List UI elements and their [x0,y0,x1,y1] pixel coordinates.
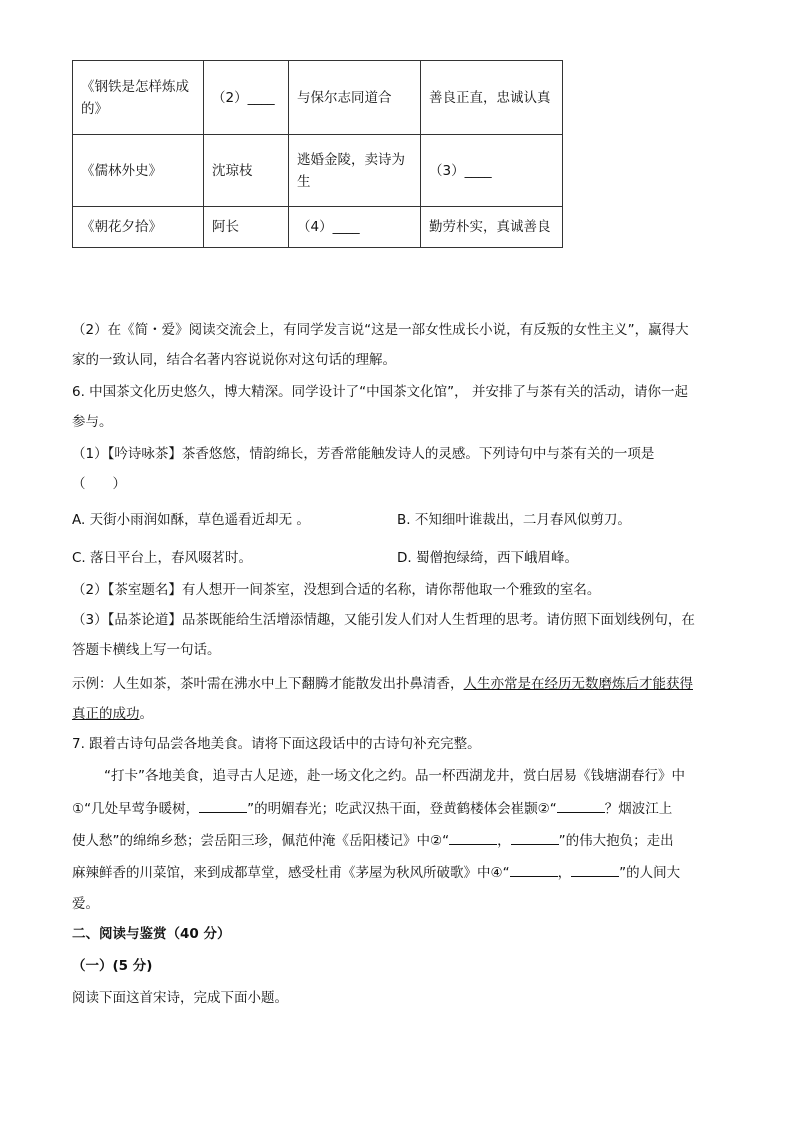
table-cell: 《朝花夕拾》 [73,207,204,248]
question-7-paragraph-3 [72,830,674,851]
example-underlined: 人生亦常是在经历无数磨炼后才能获得 [463,676,693,692]
text-segment: ？烟波江上 [604,801,673,817]
section-2-subtitle: （一）(5 分) [72,958,153,974]
table-cell: （3）____ [421,135,563,207]
example-line-2 [72,704,153,724]
text-segment: ”的人间大 [619,865,681,881]
question-7-paragraph-5: 爱。 [72,896,99,912]
table-cell: （2）____ [204,61,289,135]
answer-blank[interactable] [571,862,619,877]
question-6-1-line-2: （ ） [72,476,126,492]
question-6-3-line-2: 答题卡横线上写一句话。 [72,642,221,658]
option-b: B. 不知细叶谁裁出，二月春风似剪刀。 [397,512,631,528]
table-cell: 与保尔志同道合 [289,61,421,135]
example-underlined: 真正的成功 [72,706,140,722]
text-segment: ”的明媚春光；吃武汉热干面，登黄鹤楼体会崔颢②“ [247,801,557,817]
example-line-1 [72,674,693,694]
answer-blank[interactable] [511,830,559,845]
table-cell: 沈琼枝 [204,135,289,207]
option-d: D. 蜀僧抱绿绮，西下峨眉峰。 [397,550,578,566]
table-cell: 阿长 [204,207,289,248]
question-6-intro-2: 参与。 [72,414,113,430]
table-cell: 《儒林外史》 [73,135,204,207]
question-7-paragraph-2 [72,798,672,819]
question-7-paragraph-1: “打卡”各地美食，追寻古人足迹，赴一场文化之约。品一杯西湖龙井，赏白居易《钱塘湖春行》中 [104,768,685,784]
question-6-3-line-1: （3）【品茶论道】品茶既能给生活增添情趣，又能引发人们对人生哲理的思考。请仿照下面划线例句，在 [72,612,695,628]
example-end: 。 [139,706,153,722]
table-row [73,61,563,135]
text-segment: 使人愁”的绵绵乡愁；尝岳阳三珍，佩范仲淹《岳阳楼记》中②“ [72,833,450,849]
table-cell: 《钢铁是怎样炼成的》 [73,61,204,135]
section-2-instruction: 阅读下面这首宋诗，完成下面小题。 [72,990,288,1006]
text-segment: ， [497,833,511,849]
answer-blank[interactable] [557,798,605,813]
answer-blank[interactable] [510,862,558,877]
question-5-2-line-1: （2）在《简・爱》阅读交流会上，有同学发言说“这是一部女性成长小说，有反叛的女性主义”，赢得大 [72,322,689,338]
question-5-2-line-2: 家的一致认同，结合名著内容说说你对这句话的理解。 [72,352,396,368]
table-row [73,135,563,207]
table-cell: （4）____ [289,207,421,248]
section-2-title: 二、阅读与鉴赏（40 分） [72,926,231,942]
question-7-paragraph-4 [72,862,680,883]
answer-blank[interactable] [449,830,497,845]
table-cell: 善良正直，忠诚认真 [421,61,563,135]
question-6-intro-1: 6. 中国茶文化历史悠久，博大精深。同学设计了“中国茶文化馆”， 并安排了与茶有关的活动，请你一起 [72,384,688,400]
option-c: C. 落日平台上，春风啜茗时。 [72,550,253,566]
novel-character-table [72,60,563,248]
table-cell: 勤劳朴实，真诚善良 [421,207,563,248]
text-segment: ①“几处早莺争暖树， [72,801,200,817]
option-a: A. 天街小雨润如酥，草色遥看近却无 。 [72,512,310,528]
question-6-1-line-1: （1）【吟诗咏茶】茶香悠悠，情韵绵长，芳香常能触发诗人的灵感。下列诗句中与茶有关的一项是 [72,446,655,462]
table-cell: 逃婚金陵，卖诗为生 [289,135,421,207]
question-6-2: （2）【茶室题名】有人想开一间茶室，没想到合适的名称，请你帮他取一个雅致的室名。 [72,582,601,598]
example-prefix: 示例：人生如茶，茶叶需在沸水中上下翻腾才能散发出扑鼻清香， [72,676,464,692]
text-segment: ”的伟大抱负；走出 [558,833,674,849]
question-7-intro: 7. 跟着古诗句品尝各地美食。请将下面这段话中的古诗句补充完整。 [72,736,481,752]
text-segment: ， [557,865,572,881]
answer-blank[interactable] [199,798,247,813]
text-segment: 麻辣鲜香的川菜馆，来到成都草堂，感受杜甫《茅屋为秋风所破歌》中④“ [72,865,510,881]
table-row [73,207,563,248]
